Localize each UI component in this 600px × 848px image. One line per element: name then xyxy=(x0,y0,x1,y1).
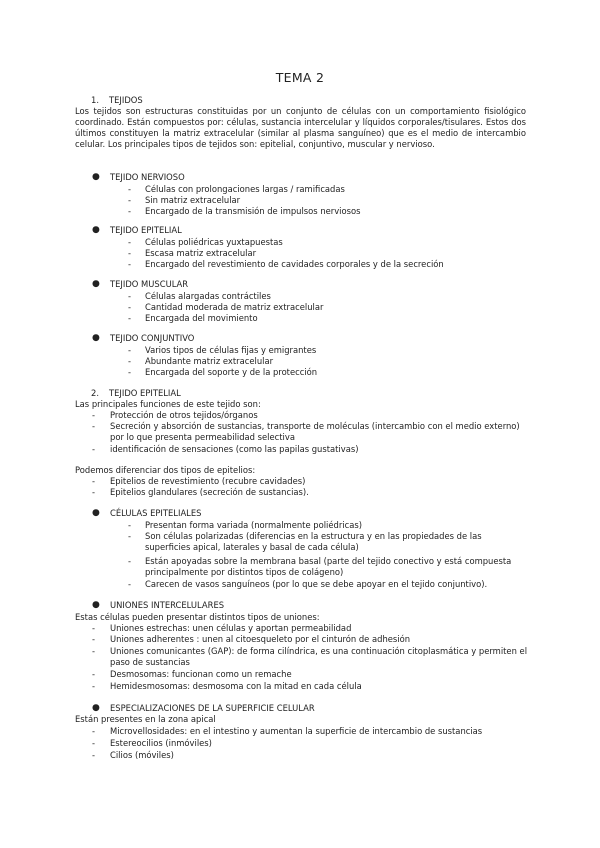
group-heading: TEJIDO NERVIOSO xyxy=(110,172,185,182)
bullet-icon: ● xyxy=(92,172,100,182)
dash-icon: - xyxy=(128,520,132,530)
list-item: Cilios (móviles) xyxy=(110,750,174,760)
section-1-number: 1. xyxy=(91,95,99,105)
dash-icon: - xyxy=(92,634,96,644)
list-item: Epitelios glandulares (secreción de sustancias). xyxy=(110,487,309,497)
list-item: Células alargadas contráctiles xyxy=(145,291,271,301)
list-item: Células con prolongaciones largas / ramificadas xyxy=(145,184,345,194)
dash-icon: - xyxy=(128,367,132,377)
dash-icon: - xyxy=(128,291,132,301)
dash-icon: - xyxy=(128,206,132,216)
bullet-icon: ● xyxy=(92,508,100,518)
dash-icon: - xyxy=(92,421,96,431)
bullet-icon: ● xyxy=(92,333,100,343)
bullet-icon: ● xyxy=(92,225,100,235)
dash-icon: - xyxy=(92,738,96,748)
section-2-heading: TEJIDO EPITELIAL xyxy=(109,388,181,398)
dash-icon: - xyxy=(92,750,96,760)
subsection-heading: ESPECIALIZACIONES DE LA SUPERFICIE CELULAR xyxy=(110,703,315,713)
list-item: Estereocilios (inmóviles) xyxy=(110,738,212,748)
list-item: Encargado de la transmisión de impulsos nerviosos xyxy=(145,206,361,216)
list-item: Hemidesmosomas: desmosoma con la mitad en cada célula xyxy=(110,681,362,691)
dash-icon: - xyxy=(128,313,132,323)
subsection-heading: CÉLULAS EPITELIALES xyxy=(110,508,202,518)
list-item: Secreción y absorción de sustancias, transporte de moléculas (intercambio con el medio externo) por lo que presenta permeabilidad selectiva xyxy=(110,421,520,442)
list-item: Protección de otros tejidos/órganos xyxy=(110,410,258,420)
dash-icon: - xyxy=(128,195,132,205)
dash-icon: - xyxy=(92,444,96,454)
spec-intro: Están presentes en la zona apical xyxy=(75,714,216,724)
page-title: TEMA 2 xyxy=(275,70,325,85)
subsection-heading: UNIONES INTERCELULARES xyxy=(110,600,225,610)
dash-icon: - xyxy=(128,531,132,541)
dash-icon: - xyxy=(92,726,96,736)
list-item: Varios tipos de células fijas y emigrantes xyxy=(145,345,317,355)
group-heading: TEJIDO MUSCULAR xyxy=(110,279,189,289)
list-item: Carecen de vasos sanguíneos (por lo que se debe apoyar en el tejido conjuntivo). xyxy=(145,579,488,589)
bullet-icon: ● xyxy=(92,703,100,713)
section-1-heading: TEJIDOS xyxy=(109,95,143,105)
list-item: Uniones adherentes : unen al citoesqueleto por el cinturón de adhesión xyxy=(110,634,411,644)
dash-icon: - xyxy=(128,579,132,589)
list-item: Sin matriz extracelular xyxy=(145,195,241,205)
dash-icon: - xyxy=(128,248,132,258)
list-item: Células poliédricas yuxtapuestas xyxy=(145,237,283,247)
list-item: Presentan forma variada (normalmente poliédricas) xyxy=(145,520,362,530)
group-heading: TEJIDO CONJUNTIVO xyxy=(110,333,195,343)
section-2-number: 2. xyxy=(91,388,99,398)
list-item: Microvellosidades: en el intestino y aumentan la superficie de intercambio de sustancias xyxy=(110,726,483,736)
group-heading: TEJIDO EPITELIAL xyxy=(110,225,182,235)
dash-icon: - xyxy=(92,487,96,497)
dash-icon: - xyxy=(128,345,132,355)
dash-icon: - xyxy=(128,259,132,269)
list-item: Abundante matriz extracelular xyxy=(145,356,274,366)
bullet-icon: ● xyxy=(92,279,100,289)
list-item: Epitelios de revestimiento (recubre cavidades) xyxy=(110,476,306,486)
list-item: Encargada del movimiento xyxy=(145,313,258,323)
list-item: Desmosomas: funcionan como un remache xyxy=(110,669,292,679)
unions-intro: Estas células pueden presentar distintos tipos de uniones: xyxy=(75,612,320,622)
dash-icon: - xyxy=(92,669,96,679)
dash-icon: - xyxy=(128,184,132,194)
list-item: Uniones estrechas: unen células y aportan permeabilidad xyxy=(110,623,352,633)
list-item: identificación de sensaciones (como las papilas gustativas) xyxy=(110,444,359,454)
list-item: Encargado del revestimiento de cavidades corporales y de la secreción xyxy=(145,259,444,269)
dash-icon: - xyxy=(92,646,96,656)
dash-icon: - xyxy=(92,410,96,420)
list-item: Son células polarizadas (diferencias en la estructura y en las propiedades de las superficies apical, laterales y basal de cada célula) xyxy=(145,531,482,552)
list-item: Escasa matriz extracelular xyxy=(145,248,257,258)
bullet-icon: ● xyxy=(92,600,100,610)
dash-icon: - xyxy=(128,302,132,312)
list-item: Cantidad moderada de matriz extracelular xyxy=(145,302,324,312)
list-item: Encargada del soporte y de la protección xyxy=(145,367,318,377)
types-intro: Podemos diferenciar dos tipos de epitelios: xyxy=(75,465,256,475)
list-item: Uniones comunicantes (GAP): de forma cilíndrica, es una continuación citoplasmática y permiten el paso de sustancias xyxy=(110,646,528,667)
list-item: Están apoyadas sobre la membrana basal (parte del tejido conectivo y está compuesta principalmente por distintos tipos de colágeno) xyxy=(145,556,512,577)
dash-icon: - xyxy=(92,476,96,486)
dash-icon: - xyxy=(92,623,96,633)
functions-intro: Las principales funciones de este tejido son: xyxy=(75,399,261,409)
dash-icon: - xyxy=(128,356,132,366)
dash-icon: - xyxy=(128,237,132,247)
dash-icon: - xyxy=(92,681,96,691)
section-1-intro: Los tejidos son estructuras constituidas por un conjunto de células con un comportamiento fisiológico coordinado. Están compuestos por: células, sustancia intercelular y líquidos corporales/tisulares. Estos dos últimos constituyen la matriz extracelular (similar al plasma sanguíneo) que es el medio de intercambio celular. Los principales tipos de tejidos son: epitelial, conjuntivo, muscular y nervioso. xyxy=(75,106,526,149)
dash-icon: - xyxy=(128,556,132,566)
